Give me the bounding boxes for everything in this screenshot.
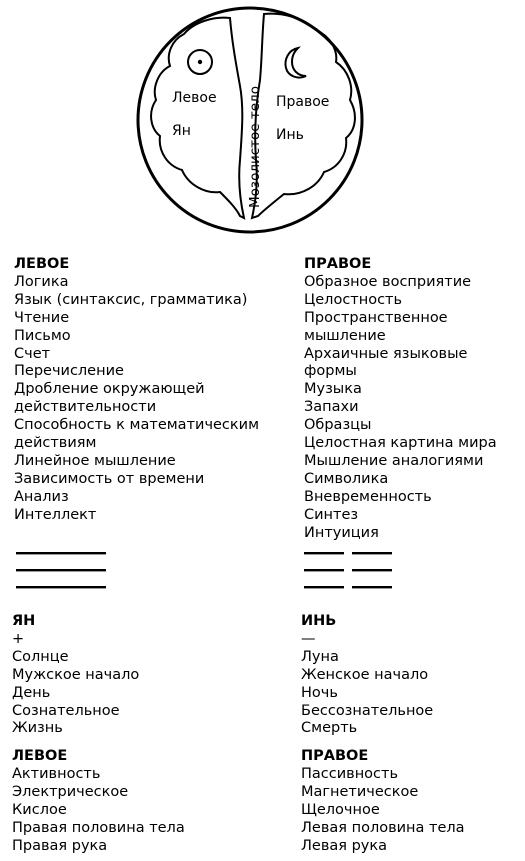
broken-line <box>352 552 392 554</box>
list-item: Перечисление <box>14 363 124 380</box>
list-item: Счет <box>14 345 51 362</box>
list-item: Пассивность <box>301 766 399 783</box>
broken-line <box>352 569 392 571</box>
right-hemisphere-list <box>304 256 497 543</box>
list-item: Символика <box>304 470 389 487</box>
list-item: День <box>12 684 51 701</box>
broken-line <box>304 569 344 571</box>
broken-line <box>304 552 344 554</box>
yang-header: ЯН <box>12 613 36 629</box>
list-item: Чтение <box>14 309 70 326</box>
list-item: Сознательное <box>12 702 120 719</box>
list-item: Кислое <box>12 802 67 819</box>
list-item: Женское начало <box>301 666 429 683</box>
list-item: Письмо <box>14 327 71 344</box>
list-item: Вневременность <box>304 488 432 505</box>
list-item: Луна <box>301 648 339 665</box>
list-item: Правая рука <box>12 837 108 854</box>
yang-trigram-symbol <box>14 548 108 592</box>
right2-header: ПРАВОЕ <box>301 748 369 765</box>
right-hemisphere-sublabel: Инь <box>276 127 304 143</box>
list-item: Логика <box>14 273 69 290</box>
list-item: Целостная картина мира <box>304 435 497 452</box>
list-item: Зависимость от времени <box>14 470 205 487</box>
list-item: действительности <box>14 399 157 416</box>
list-item: Язык (синтаксис, грамматика) <box>14 291 248 308</box>
corpus-callosum-label: Мозолистое тело <box>247 86 263 208</box>
left-hemisphere-sublabel: Ян <box>172 123 191 139</box>
list-item: Дробление окружающей <box>14 381 205 398</box>
broken-line <box>352 586 392 588</box>
list-item: Щелочное <box>301 802 380 819</box>
yin-sign: — <box>301 630 316 647</box>
list-item: Синтез <box>304 506 359 523</box>
list-item: Правая половина тела <box>12 819 185 836</box>
moon-symbol-icon <box>286 48 307 78</box>
yang-section <box>12 613 185 856</box>
list-item: Левая половина тела <box>301 819 465 836</box>
list-item: Анализ <box>14 488 69 505</box>
list-item: Образцы <box>304 417 372 434</box>
solid-line <box>16 569 106 571</box>
list-item: Пространственное <box>304 309 448 326</box>
list-item: Архаичные языковые <box>304 345 468 362</box>
list-item: Солнце <box>12 648 69 665</box>
yin-section <box>301 613 465 856</box>
left-list-header: ЛЕВОЕ <box>14 256 70 272</box>
left-hemisphere-label: Левое <box>172 90 217 106</box>
list-item: Смерть <box>301 720 358 737</box>
list-item: Запахи <box>304 399 359 416</box>
yang-sign: + <box>12 630 25 647</box>
list-item: Активность <box>12 766 101 783</box>
list-item: Электрическое <box>12 784 129 801</box>
solid-line <box>16 552 106 554</box>
list-item: Музыка <box>304 381 362 398</box>
list-item: Способность к математическим <box>14 417 260 434</box>
list-item: Линейное мышление <box>14 452 176 469</box>
list-item: Интеллект <box>14 506 97 523</box>
yin-trigram-symbol <box>302 548 396 592</box>
list-item: действиям <box>14 435 97 452</box>
right-hemisphere-label: Правое <box>276 94 330 110</box>
list-item: Ночь <box>301 684 338 701</box>
list-item: формы <box>304 363 357 380</box>
sun-dot <box>198 60 202 64</box>
list-item: Левая рука <box>301 837 388 854</box>
list-item: Жизнь <box>12 720 63 737</box>
list-item: Бессознательное <box>301 702 434 719</box>
list-item: Мужское начало <box>12 666 140 683</box>
list-item: Мышление аналогиями <box>304 452 484 469</box>
list-item: Магнетическое <box>301 784 419 801</box>
brain-hemispheres-diagram <box>132 4 368 236</box>
broken-line <box>304 586 344 588</box>
list-item: Интуиция <box>304 524 379 541</box>
left-hemisphere-list <box>14 256 259 525</box>
list-item: Целостность <box>304 291 403 308</box>
left2-header: ЛЕВОЕ <box>12 748 68 765</box>
right-list-header: ПРАВОЕ <box>304 256 372 272</box>
yin-header: ИНЬ <box>301 613 337 629</box>
solid-line <box>16 586 106 588</box>
list-item: мышление <box>304 327 386 344</box>
list-item: Образное восприятие <box>304 273 472 290</box>
